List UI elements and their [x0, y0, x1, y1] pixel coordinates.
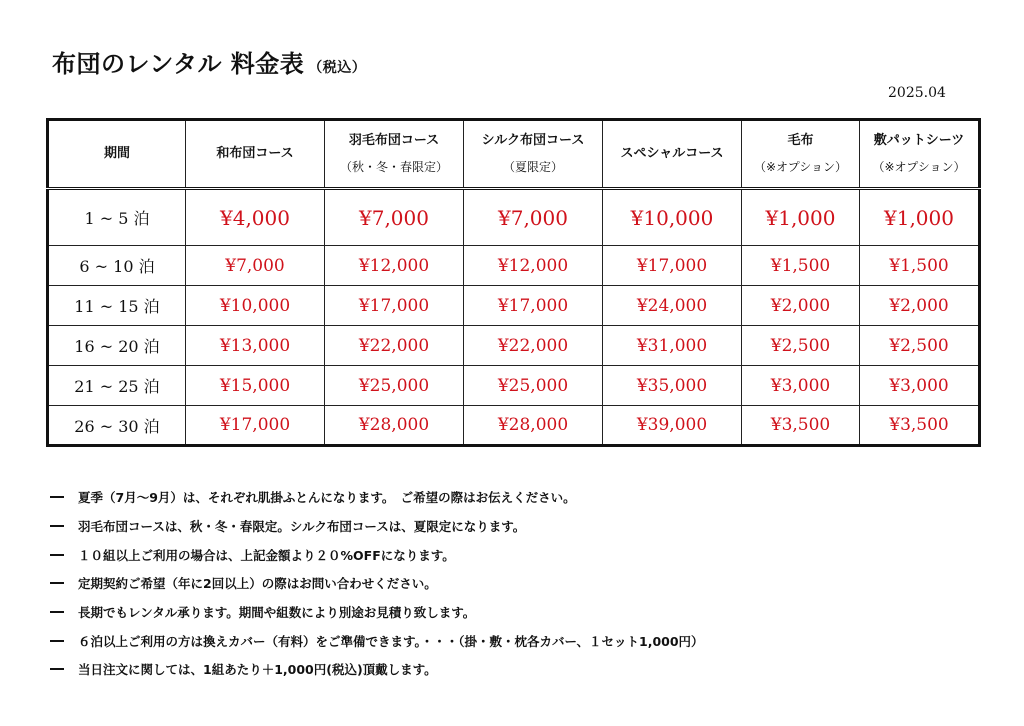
table-row: [48, 246, 980, 286]
column-header: [186, 120, 325, 189]
price-cell: ¥7,000: [325, 189, 464, 246]
price-cell: ¥25,000: [325, 366, 464, 406]
price-cell: ¥22,000: [464, 326, 603, 366]
price-cell: ¥17,000: [325, 286, 464, 326]
dash-bullet-icon: [50, 611, 64, 613]
dash-bullet-icon: [50, 668, 64, 670]
dash-bullet-icon: [50, 496, 64, 498]
note-item: [50, 626, 704, 655]
price-cell: ¥12,000: [464, 246, 603, 286]
period-cell: 26 ~ 30 泊: [48, 406, 186, 446]
price-cell: ¥24,000: [603, 286, 742, 326]
price-cell: ¥3,500: [860, 406, 980, 446]
period-cell: 21 ~ 25 泊: [48, 366, 186, 406]
title-text: 布団のレンタル 料金表: [52, 50, 305, 78]
column-note: （※オプション）: [872, 159, 966, 174]
price-cell: ¥10,000: [186, 286, 325, 326]
note-item: [50, 512, 704, 541]
price-cell: ¥1,000: [742, 189, 860, 246]
column-note: （秋・冬・春限定）: [339, 159, 448, 174]
price-cell: ¥22,000: [325, 326, 464, 366]
column-header: [464, 120, 603, 189]
period-cell: 1 ~ 5 泊: [48, 189, 186, 246]
price-cell: ¥7,000: [186, 246, 325, 286]
column-header: [860, 120, 980, 189]
column-name: 敷パットシーツ: [873, 132, 965, 148]
column-name: 期間: [103, 145, 130, 161]
price-cell: ¥1,500: [860, 246, 980, 286]
notes-list: [50, 483, 704, 684]
price-cell: ¥28,000: [325, 406, 464, 446]
price-cell: ¥10,000: [603, 189, 742, 246]
price-cell: ¥7,000: [464, 189, 603, 246]
column-header: [603, 120, 742, 189]
note-item: [50, 540, 704, 569]
period-cell: 16 ~ 20 泊: [48, 326, 186, 366]
table-row: [48, 189, 980, 246]
note-text: ６泊以上ご利用の方は換えカバー（有料）をご準備できます。・・・（掛・敷・枕各カバー、１セット1,000円）: [78, 633, 704, 649]
price-cell: ¥2,000: [860, 286, 980, 326]
price-cell: ¥17,000: [186, 406, 325, 446]
column-note: （夏限定）: [502, 159, 563, 174]
price-cell: ¥1,000: [860, 189, 980, 246]
price-cell: ¥12,000: [325, 246, 464, 286]
page-title: [52, 44, 366, 79]
note-item: [50, 483, 704, 512]
note-item: [50, 569, 704, 598]
note-text: 定期契約ご希望（年に2回以上）の際はお問い合わせください。: [78, 576, 437, 592]
price-cell: ¥3,500: [742, 406, 860, 446]
column-header: [325, 120, 464, 189]
dash-bullet-icon: [50, 525, 64, 527]
price-table: [46, 118, 981, 447]
price-cell: ¥4,000: [186, 189, 325, 246]
table-body: [48, 189, 980, 446]
column-name: 毛布: [787, 132, 814, 148]
price-cell: ¥13,000: [186, 326, 325, 366]
price-cell: ¥3,000: [860, 366, 980, 406]
column-header: [48, 120, 186, 189]
price-cell: ¥28,000: [464, 406, 603, 446]
price-cell: ¥2,500: [860, 326, 980, 366]
column-note: （※オプション）: [754, 159, 847, 174]
table-row: [48, 406, 980, 446]
period-cell: 6 ~ 10 泊: [48, 246, 186, 286]
note-text: １０組以上ご利用の場合は、上記金額より２０%OFFになります。: [78, 547, 455, 563]
price-cell: ¥25,000: [464, 366, 603, 406]
dash-bullet-icon: [50, 582, 64, 584]
price-cell: ¥2,000: [742, 286, 860, 326]
table-row: [48, 286, 980, 326]
note-item: [50, 598, 704, 627]
column-header: [742, 120, 860, 189]
price-cell: ¥1,500: [742, 246, 860, 286]
price-cell: ¥35,000: [603, 366, 742, 406]
price-cell: ¥2,500: [742, 326, 860, 366]
header-row: [48, 120, 980, 189]
note-text: 羽毛布団コースは、秋・冬・春限定。シルク布団コースは、夏限定になります。: [78, 519, 526, 535]
note-text: 当日注文に関しては、1組あたり＋1,000円(税込)頂戴します。: [78, 662, 437, 678]
title-suffix: （税込）: [308, 60, 367, 76]
document-date: 2025.04: [888, 85, 946, 101]
table-row: [48, 326, 980, 366]
price-cell: ¥31,000: [603, 326, 742, 366]
column-name: 羽毛布団コース: [348, 132, 440, 148]
table-row: [48, 366, 980, 406]
price-cell: ¥39,000: [603, 406, 742, 446]
dash-bullet-icon: [50, 640, 64, 642]
column-name: スペシャルコース: [620, 145, 724, 161]
column-name: 和布団コース: [216, 145, 294, 161]
price-cell: ¥3,000: [742, 366, 860, 406]
period-cell: 11 ~ 15 泊: [48, 286, 186, 326]
column-name: シルク布団コース: [481, 132, 585, 148]
note-text: 長期でもレンタル承ります。期間や組数により別途お見積り致します。: [78, 605, 476, 621]
price-cell: ¥15,000: [186, 366, 325, 406]
dash-bullet-icon: [50, 554, 64, 556]
note-item: [50, 655, 704, 684]
price-cell: ¥17,000: [464, 286, 603, 326]
price-cell: ¥17,000: [603, 246, 742, 286]
note-text: 夏季（7月〜9月）は、それぞれ肌掛ふとんになります。 ご希望の際はお伝えください。: [78, 490, 576, 506]
